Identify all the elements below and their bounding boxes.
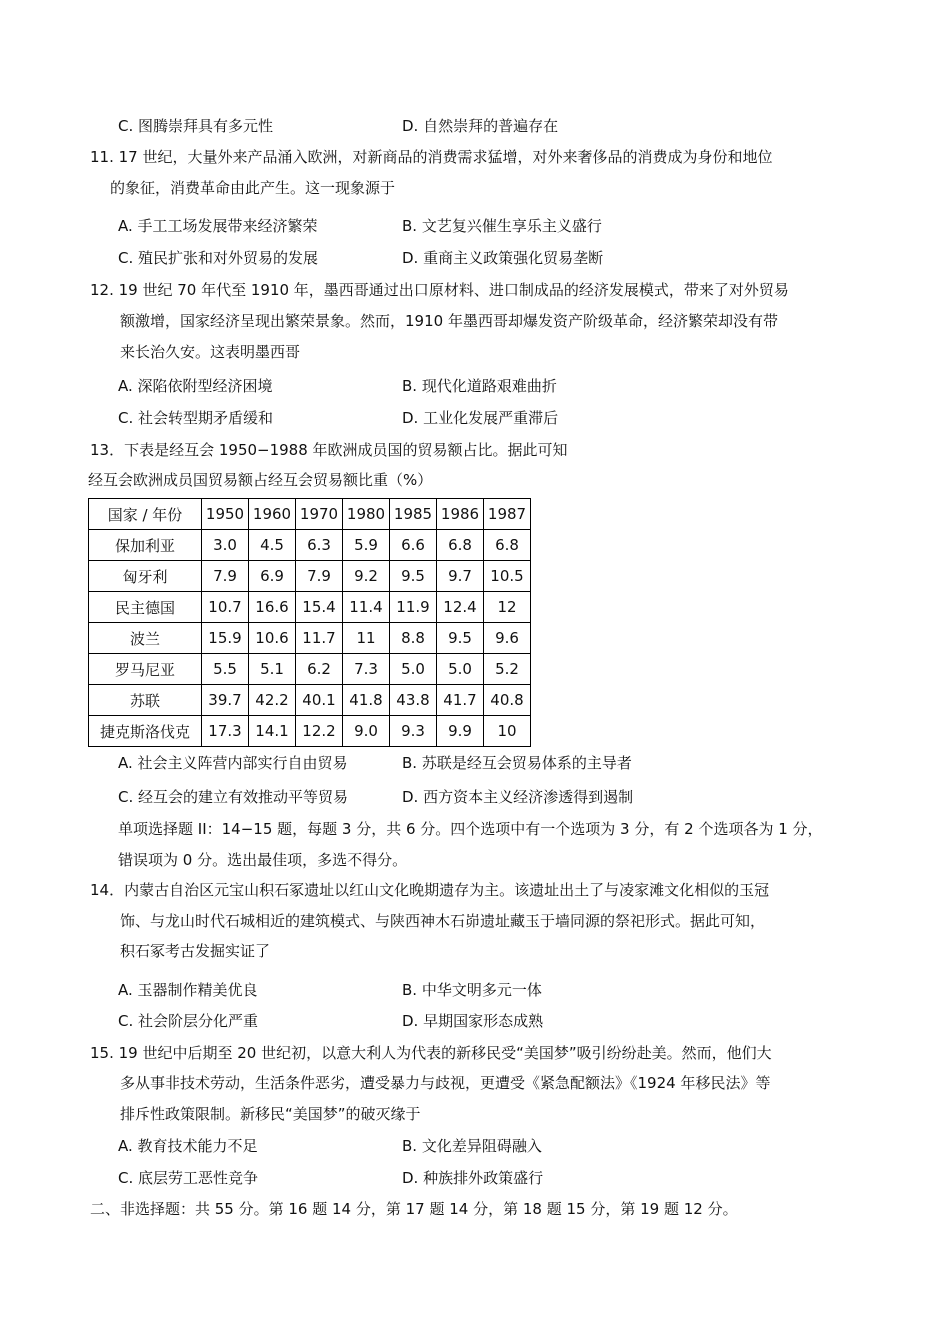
q11-option-c: C. 殖民扩张和对外贸易的发展 (118, 249, 319, 267)
value-cell: 12 (484, 592, 531, 623)
q13-option-c: C. 经互会的建立有效推动平等贸易 (118, 788, 349, 806)
value-cell: 9.2 (343, 561, 390, 592)
value-cell: 9.7 (437, 561, 484, 592)
table-row (89, 654, 531, 685)
value-cell: 41.8 (343, 685, 390, 716)
value-cell: 42.2 (249, 685, 296, 716)
q15-stem-line-2: 多从事非技术劳动，生活条件恶劣，遭受暴力与歧视，更遭受《紧急配额法》《1924 年移民法》等 (120, 1074, 771, 1092)
header-cell: 1950 (202, 499, 249, 530)
q10-option-d: D. 自然崇拜的普遍存在 (402, 117, 559, 135)
value-cell: 9.9 (437, 716, 484, 747)
q14-stem-line-2: 饰、与龙山时代石城相近的建筑模式、与陕西神木石峁遗址藏玉于墙同源的祭祀形式。据此可知， (120, 912, 766, 930)
value-cell: 10.6 (249, 623, 296, 654)
value-cell: 10 (484, 716, 531, 747)
value-cell: 15.4 (296, 592, 343, 623)
q11-stem-line-1: 11. 17 世纪，大量外来产品涌入欧洲，对新商品的消费需求猛增，对外来奢侈品的消费成为身份和地位 (90, 148, 773, 166)
q13-option-a: A. 社会主义阵营内部实行自由贸易 (118, 754, 348, 772)
q12-stem-line-3: 来长治久安。这表明墨西哥 (120, 343, 301, 361)
value-cell: 5.2 (484, 654, 531, 685)
q13-option-d: D. 西方资本主义经济渗透得到遏制 (402, 788, 634, 806)
header-cell: 1987 (484, 499, 531, 530)
value-cell: 6.3 (296, 530, 343, 561)
section2-instructions-line-2: 错误项为 0 分。选出最佳项，多选不得分。 (118, 851, 408, 869)
country-cell: 民主德国 (89, 592, 202, 623)
q11-stem-line-2: 的象征，消费革命由此产生。这一现象源于 (110, 179, 396, 197)
header-cell: 国家 / 年份 (89, 499, 202, 530)
q15-option-a: A. 教育技术能力不足 (118, 1137, 258, 1155)
q11-option-b: B. 文艺复兴催生享乐主义盛行 (402, 217, 602, 235)
value-cell: 6.2 (296, 654, 343, 685)
table-row (89, 592, 531, 623)
table-title: 经互会欧洲成员国贸易额占经互会贸易额比重（%） (88, 471, 433, 489)
value-cell: 5.5 (202, 654, 249, 685)
value-cell: 14.1 (249, 716, 296, 747)
value-cell: 11.7 (296, 623, 343, 654)
q15-stem-line-1: 15. 19 世纪中后期至 20 世纪初，以意大利人为代表的新移民受“美国梦”吸引纷纷赴美。然而，他们大 (90, 1044, 772, 1062)
value-cell: 15.9 (202, 623, 249, 654)
value-cell: 3.0 (202, 530, 249, 561)
country-cell: 捷克斯洛伐克 (89, 716, 202, 747)
value-cell: 9.3 (390, 716, 437, 747)
q15-stem-line-3: 排斥性政策限制。新移民“美国梦”的破灭缘于 (120, 1105, 421, 1123)
q13-option-b: B. 苏联是经互会贸易体系的主导者 (402, 754, 632, 772)
value-cell: 5.1 (249, 654, 296, 685)
value-cell: 7.9 (202, 561, 249, 592)
value-cell: 9.5 (437, 623, 484, 654)
q12-option-a: A. 深陷依附型经济困境 (118, 377, 273, 395)
value-cell: 9.6 (484, 623, 531, 654)
value-cell: 9.5 (390, 561, 437, 592)
q12-option-c: C. 社会转型期矛盾缓和 (118, 409, 274, 427)
table-row (89, 561, 531, 592)
q14-stem-line-1: 14．内蒙古自治区元宝山积石冢遗址以红山文化晚期遗存为主。该遗址出土了与凌家滩文化相似的玉冠 (90, 881, 770, 899)
value-cell: 41.7 (437, 685, 484, 716)
value-cell: 11.9 (390, 592, 437, 623)
value-cell: 16.6 (249, 592, 296, 623)
q12-stem-line-2: 额激增，国家经济呈现出繁荣景象。然而，1910 年墨西哥却爆发资产阶级革命，经济繁荣却没有带 (120, 312, 778, 330)
q14-option-d: D. 早期国家形态成熟 (402, 1012, 544, 1030)
q14-option-b: B. 中华文明多元一体 (402, 981, 542, 999)
value-cell: 6.9 (249, 561, 296, 592)
value-cell: 8.8 (390, 623, 437, 654)
value-cell: 12.4 (437, 592, 484, 623)
value-cell: 10.7 (202, 592, 249, 623)
q15-option-c: C. 底层劳工恶性竞争 (118, 1169, 259, 1187)
q11-option-d: D. 重商主义政策强化贸易垄断 (402, 249, 604, 267)
country-cell: 保加利亚 (89, 530, 202, 561)
country-cell: 匈牙利 (89, 561, 202, 592)
value-cell: 40.1 (296, 685, 343, 716)
part2-heading: 二、非选择题：共 55 分。第 16 题 14 分，第 17 题 14 分，第 18 题 15 分，第 19 题 12 分。 (90, 1200, 738, 1218)
value-cell: 6.6 (390, 530, 437, 561)
value-cell: 10.5 (484, 561, 531, 592)
header-cell: 1985 (390, 499, 437, 530)
value-cell: 9.0 (343, 716, 390, 747)
q12-stem-line-1: 12. 19 世纪 70 年代至 1910 年，墨西哥通过出口原材料、进口制成品的经济发展模式，带来了对外贸易 (90, 281, 789, 299)
value-cell: 5.9 (343, 530, 390, 561)
q11-option-a: A. 手工工场发展带来经济繁荣 (118, 217, 318, 235)
q14-option-a: A. 玉器制作精美优良 (118, 981, 258, 999)
value-cell: 7.3 (343, 654, 390, 685)
table-row (89, 716, 531, 747)
q12-option-b: B. 现代化道路艰难曲折 (402, 377, 557, 395)
table-row (89, 685, 531, 716)
q12-option-d: D. 工业化发展严重滞后 (402, 409, 559, 427)
table-row (89, 530, 531, 561)
value-cell: 4.5 (249, 530, 296, 561)
trade-share-table (88, 498, 531, 747)
table-row (89, 623, 531, 654)
value-cell: 17.3 (202, 716, 249, 747)
value-cell: 43.8 (390, 685, 437, 716)
value-cell: 11 (343, 623, 390, 654)
q14-stem-line-3: 积石冢考古发掘实证了 (120, 942, 271, 960)
header-cell: 1980 (343, 499, 390, 530)
section2-instructions-line-1: 单项选择题 II：14−15 题，每题 3 分，共 6 分。四个选项中有一个选项为 3 分，有 2 个选项各为 1 分， (118, 820, 823, 838)
value-cell: 5.0 (390, 654, 437, 685)
value-cell: 6.8 (437, 530, 484, 561)
q14-option-c: C. 社会阶层分化严重 (118, 1012, 259, 1030)
value-cell: 11.4 (343, 592, 390, 623)
value-cell: 7.9 (296, 561, 343, 592)
q10-option-c: C. 图腾崇拜具有多元性 (118, 117, 274, 135)
value-cell: 6.8 (484, 530, 531, 561)
value-cell: 5.0 (437, 654, 484, 685)
value-cell: 12.2 (296, 716, 343, 747)
header-cell: 1970 (296, 499, 343, 530)
header-cell: 1986 (437, 499, 484, 530)
value-cell: 39.7 (202, 685, 249, 716)
country-cell: 苏联 (89, 685, 202, 716)
header-cell: 1960 (249, 499, 296, 530)
q13-stem: 13．下表是经互会 1950−1988 年欧洲成员国的贸易额占比。据此可知 (90, 441, 568, 459)
q15-option-d: D. 种族排外政策盛行 (402, 1169, 544, 1187)
q15-option-b: B. 文化差异阻碍融入 (402, 1137, 542, 1155)
table-header-row (89, 499, 531, 530)
country-cell: 罗马尼亚 (89, 654, 202, 685)
country-cell: 波兰 (89, 623, 202, 654)
value-cell: 40.8 (484, 685, 531, 716)
